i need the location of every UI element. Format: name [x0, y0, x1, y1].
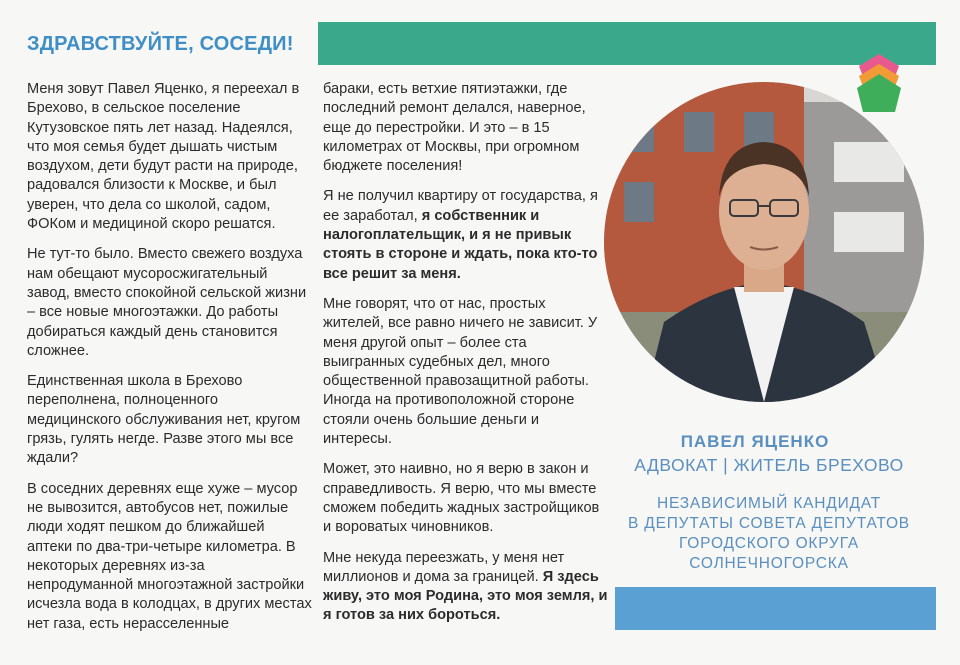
paragraph: Меня зовут Павел Яценко, я переехал в Брехово, в сельское поселение Кутузовское пять лет назад. Надеялся, что моя семья будет дышать чистым воздухом, дети будут расти на природе, радовался близости к Москве, и был уверен, что дела со школой, садом, ФОКом и медициной скоро решатся.	[27, 81, 300, 233]
footer-blue-bar	[615, 587, 936, 630]
paragraph-text: Мне некуда переезжать, у меня нет миллионов и дома за границей.	[323, 549, 565, 585]
candidate-description-line: СОЛНЕЧНОГОРСКА	[689, 555, 849, 572]
paragraph-emphasis: я собственник и налогоплательщик, и я не привык стоять в стороне и ждать, пока кто-то все решит за меня.	[323, 207, 598, 282]
candidate-description-line: НЕЗАВИСИМЫЙ КАНДИДАТ	[656, 495, 882, 512]
paragraph: Мне говорят, что от нас, простых жителей, все равно ничего не зависит. У меня другой опыт – более ста выигранных судебных дел, много общественной правозащитной работы. Иногда на противоположной стороне стояли очень большие деньги и интересы.	[323, 295, 598, 448]
paragraph	[323, 549, 608, 626]
candidate-description-line: В ДЕПУТАТЫ СОВЕТА ДЕПУТАТОВ	[628, 515, 910, 532]
paragraph: Единственная школа в Брехово переполнена, полноценного медицинского обслуживания нет, кругом грязь, гулять негде. Разве этого мы все ждали?	[27, 373, 301, 467]
paragraph: Может, это наивно, но я верю в закон и справедливость. Я верю, что мы вместе сможем победить жадных застройщиков и вороватых чиновников.	[323, 461, 600, 536]
candidate-portrait-icon	[604, 82, 924, 402]
pentagon-logo-icon	[855, 52, 903, 114]
candidate-role: АДВОКАТ | ЖИТЕЛЬ БРЕХОВО	[634, 455, 904, 475]
header-green-bar	[318, 22, 936, 65]
text-column-middle	[323, 80, 608, 637]
paragraph: Не тут-то было. Вместо свежего воздуха нам обещают мусоросжигательный завод, вместо спокойной сельской жизни – все новые многоэтажки. До работы добираться каждый день становится сложнее.	[27, 246, 307, 359]
paragraph: В соседних деревнях еще хуже – мусор не вывозится, автобусов нет, пожилые люди ходят пешком до ближайшей аптеки по два-три-четыре километра. В некоторых деревнях из-за непродуманной многоэтажной застройки исчезла вода в колодцах, в других местах нет газа, есть нерасселенные	[27, 480, 312, 632]
candidate-description-line: ГОРОДСКОГО ОКРУГА	[678, 535, 859, 552]
candidate-description	[610, 494, 928, 574]
paragraph-text: Я не получил квартиру от государства, я ее заработал,	[323, 188, 598, 224]
text-column-left	[27, 80, 312, 645]
candidate-name: ПАВЕЛ ЯЦЕНКО	[680, 432, 830, 451]
candidate-photo	[604, 82, 924, 402]
paragraph	[323, 187, 608, 283]
paragraph-emphasis: Я здесь живу, это моя Родина, это моя земля, и я готов за них бороться.	[323, 568, 608, 624]
page-title: ЗДРАВСТВУЙТЕ, СОСЕДИ!	[27, 33, 294, 55]
paragraph: бараки, есть ветхие пятиэтажки, где последний ремонт делался, наверное, еще до перестройки. И это – в 15 километрах от Москвы, при огромном бюджете поселения!	[323, 81, 586, 175]
